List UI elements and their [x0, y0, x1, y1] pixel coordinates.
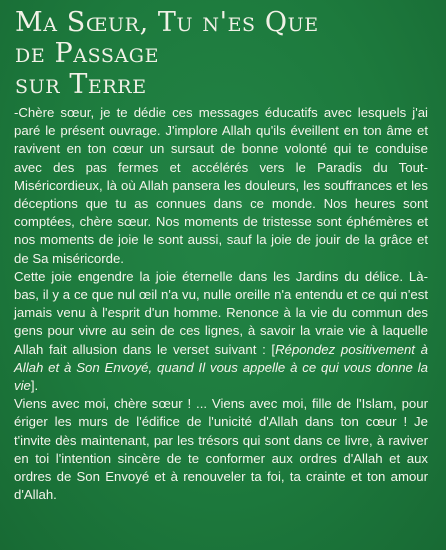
verse-quote: Répondez positivement à Allah et à Son Envoyé, quand Il vous appelle à ce qui vous donne la vie [14, 341, 428, 394]
paragraph-3 [14, 395, 428, 504]
paragraph-2 [14, 268, 428, 395]
paragraph-1 [14, 104, 428, 268]
paragraph-3-text: Viens avec moi, chère sœur ! ... Viens avec moi, fille de l'Islam, pour ériger les murs de l'édifice de l'unicité d'Allah dans ton cœur ! Je t'invite dès maintenant, par les trésors qui sont dans ce livre, à raviver en toi l'intention sincère de te conformer aux ordres d'Allah et aux ordres de Son Envoyé et à renouveler ta foi, ta crainte et ton amour d'Allah. [14, 396, 428, 503]
paragraph-2-text: Cette joie engendre la joie éternelle dans les Jardins du délice. Là-bas, il y a ce que nul œil n'a vu, nulle oreille n'a entendu et ce qui n'est jamais venu à l'esprit d'un homme. Renonce à la vie du commun des gens pour vivre au sein de ces lignes, à savoir la vraie vie à laquelle Allah fait allusion dans le verset suivant : [ [14, 268, 428, 357]
paragraph-dash: - [14, 105, 19, 120]
page-title [15, 7, 319, 100]
body-text [14, 104, 428, 504]
title-line-3: sur Terre [15, 69, 147, 100]
paragraph-1-text: Chère sœur, je te dédie ces messages éducatifs avec lesquels j'ai paré le présent ouvrage. J'implore Allah qu'ils éveillent en ton âme et ravivent en ton cœur un sursaut de bonne volonté qui te conduise avec des pas fermes et accélérés vers le Paradis du Tout-Miséricordieux, là où Allah pansera les douleurs, les souffrances et les déceptions que tu as connues dans ce monde. Nos heures sont comptées, chère sœur. Nos moments de tristesse sont éphémères et nos moments de joie le sont aussi, sauf la joie de jouir de la grâce et de Sa miséricorde. [14, 105, 428, 266]
title-line-2: de Passage [15, 38, 160, 69]
title-line-1: Ma Sœur, Tu n'es Que [15, 7, 319, 38]
paragraph-2-end: ]. [30, 378, 39, 394]
